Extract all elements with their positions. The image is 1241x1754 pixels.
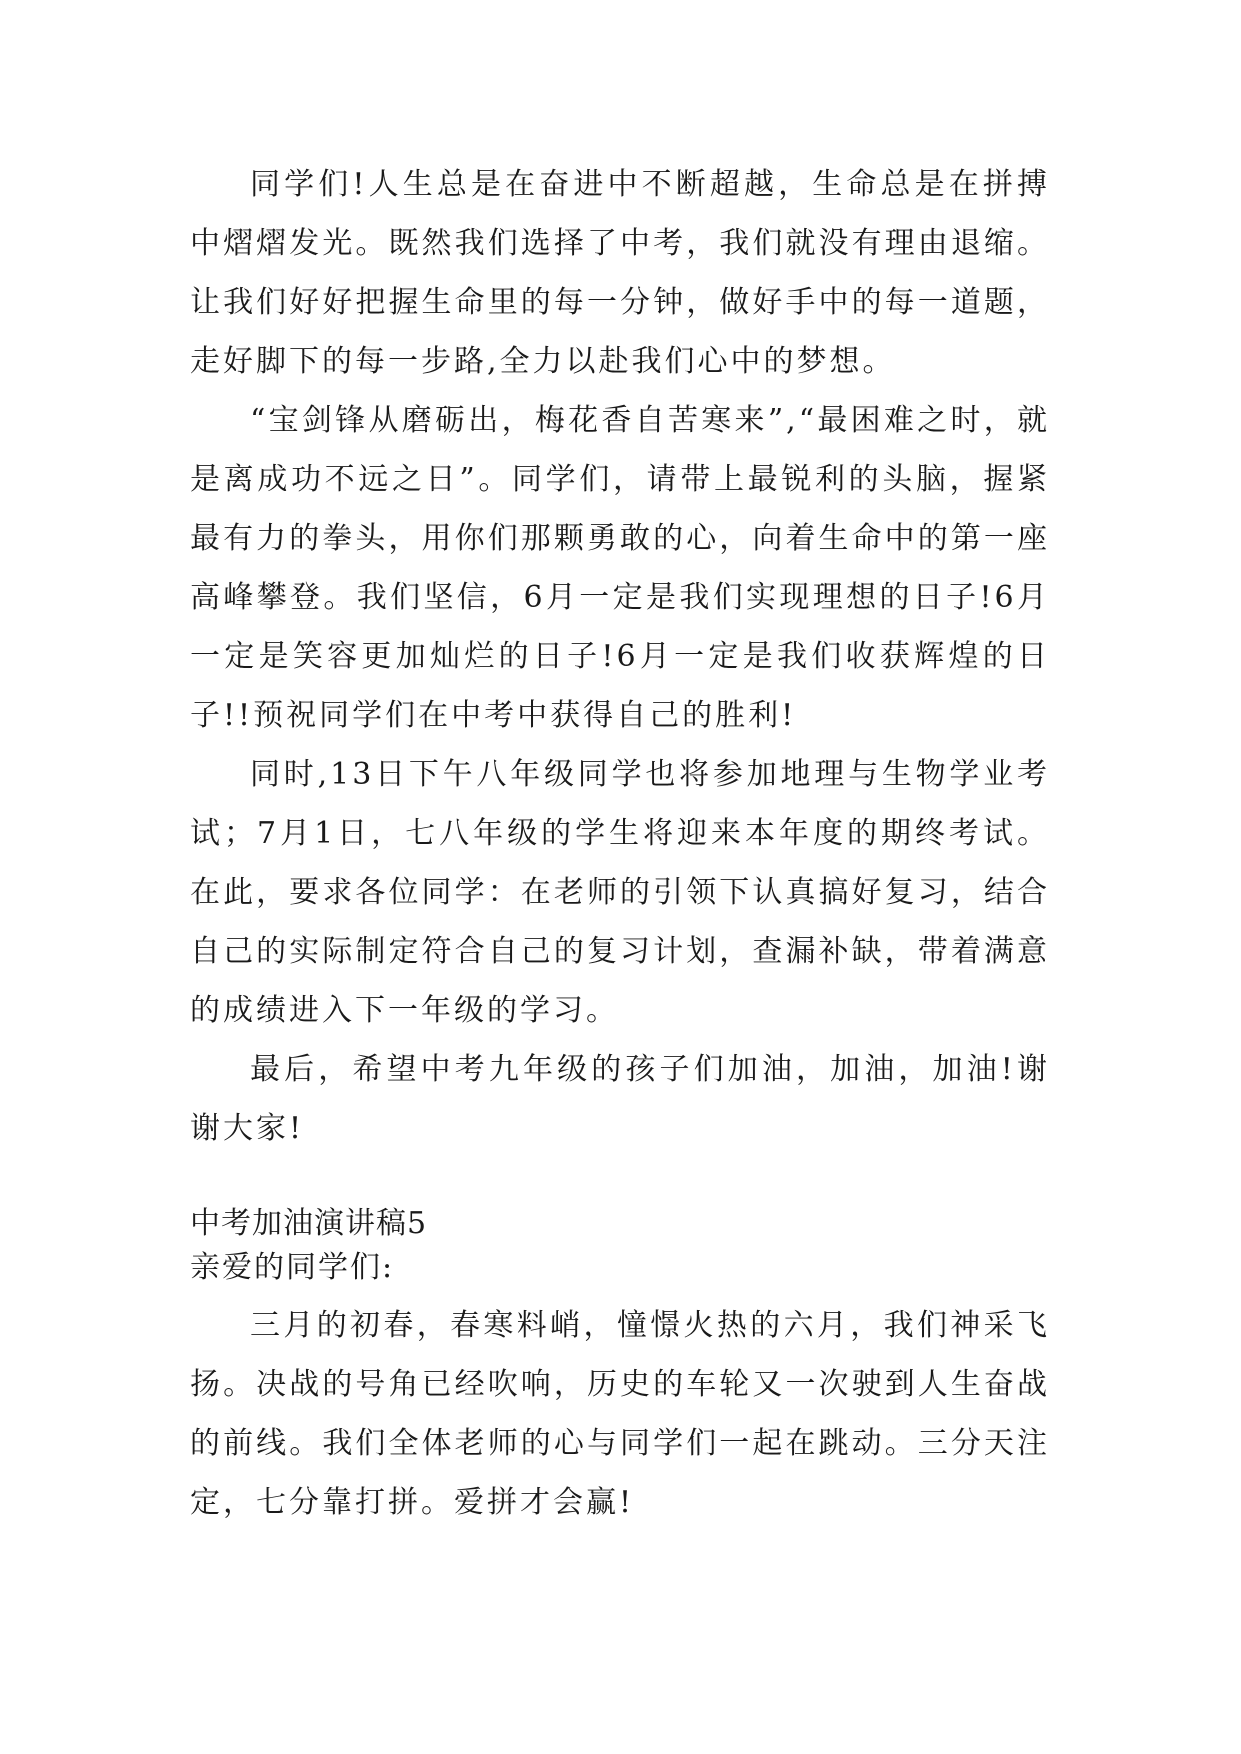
- document-body: [190, 155, 1050, 1532]
- section-title: 中考加油演讲稿5: [190, 1206, 428, 1241]
- paragraph-2: “宝剑锋从磨砺出，梅花香自苦寒来”,“最困难之时，就是离成功不远之日”。同学们，请带上最锐利的头脑，握紧最有力的拳头，用你们那颗勇敢的心，向着生命中的第一座高峰攀登。我们坚信，6月一定是我们实现理想的日子!6月一定是笑容更加灿烂的日子!6月一定是我们收获辉煌的日子!!预祝同学们在中考中获得自己的胜利!: [190, 403, 1050, 733]
- section-spacer: [190, 1158, 1050, 1202]
- paragraph-1: 同学们!人生总是在奋进中不断超越，生命总是在拼搏中熠熠发光。既然我们选择了中考，我们就没有理由退缩。让我们好好把握生命里的每一分钟，做好手中的每一道题，走好脚下的每一步路,全力以赴我们心中的梦想。: [190, 167, 1050, 379]
- salutation: 亲爱的同学们:: [190, 1250, 395, 1285]
- paragraph-5: 三月的初春，春寒料峭，憧憬火热的六月，我们神采飞扬。决战的号角已经吹响，历史的车轮又一次驶到人生奋战的前线。我们全体老师的心与同学们一起在跳动。三分天注定，七分靠打拼。爱拼才会赢!: [190, 1308, 1050, 1520]
- paragraph-4: 最后，希望中考九年级的孩子们加油，加油，加油!谢谢大家!: [190, 1052, 1050, 1146]
- paragraph-3: 同时,13日下午八年级同学也将参加地理与生物学业考试；7月1日，七八年级的学生将迎来本年度的期终考试。在此，要求各位同学：在老师的引领下认真搞好复习，结合自己的实际制定符合自己的复习计划，查漏补缺，带着满意的成绩进入下一年级的学习。: [190, 757, 1050, 1028]
